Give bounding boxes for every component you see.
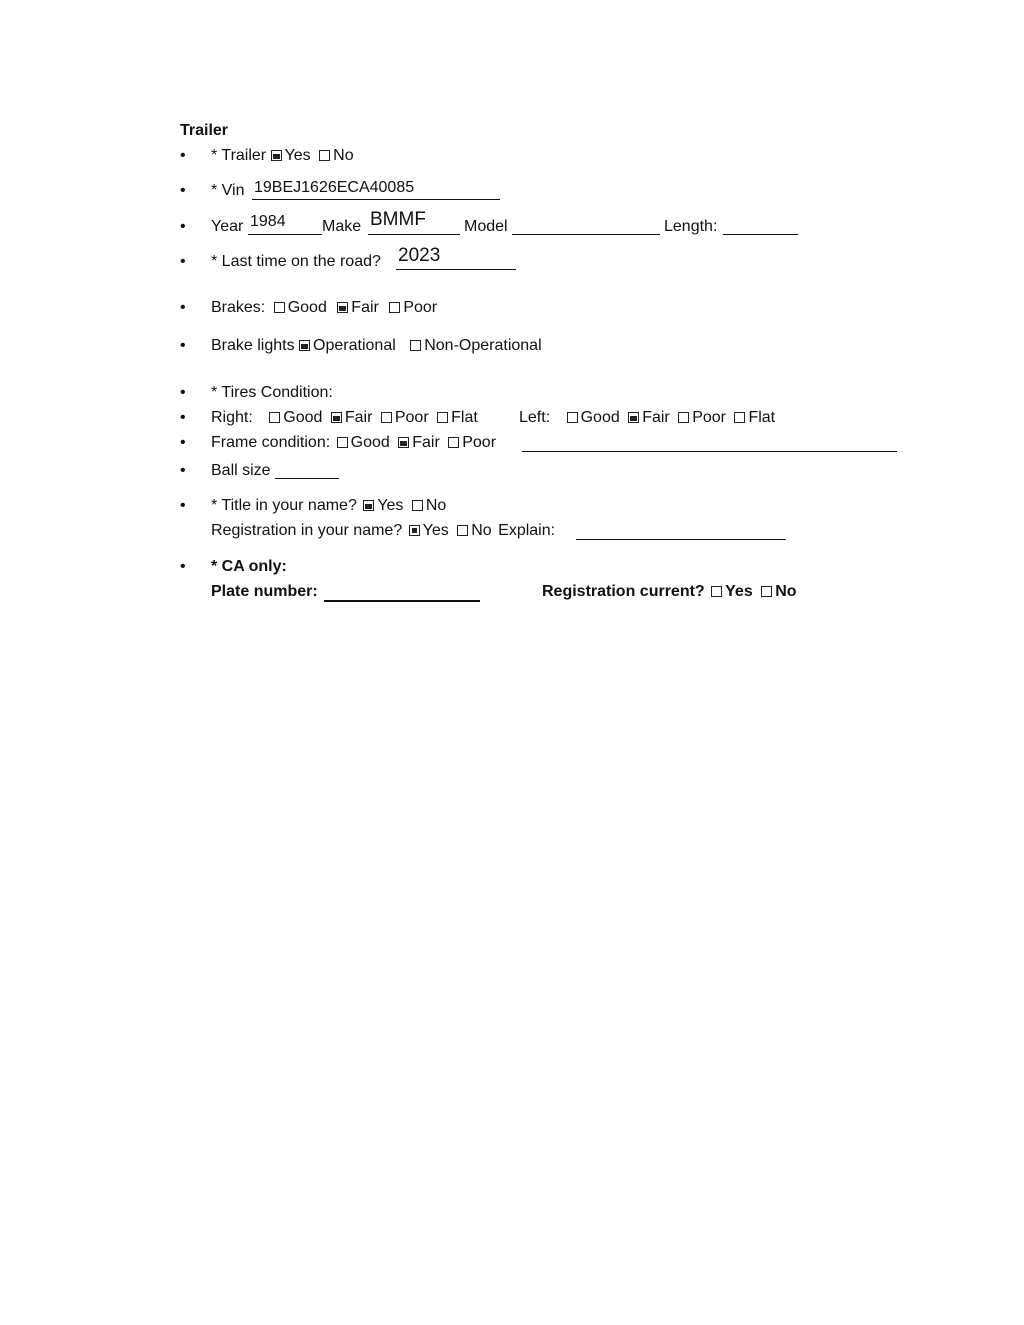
- brake-lights-non-operational-label: Non-Operational: [424, 337, 542, 354]
- brakes-fair-checkbox[interactable]: [337, 302, 348, 313]
- title-name-label: * Title in your name?: [211, 497, 357, 514]
- tires-right-good-checkbox[interactable]: [269, 412, 280, 423]
- title-name-no-label: No: [425, 497, 447, 514]
- tires-label: * Tires Condition:: [211, 384, 333, 401]
- tires-right-fair-checkbox[interactable]: [331, 412, 342, 423]
- tires-left-fair-checkbox[interactable]: [628, 412, 639, 423]
- bullet: •: [180, 299, 186, 316]
- model-label: Model: [464, 218, 508, 235]
- title-name-no-checkbox[interactable]: [412, 500, 423, 511]
- trailer-no-checkbox[interactable]: [319, 150, 330, 161]
- registration-current-yes-label: Yes: [725, 583, 753, 600]
- brakes-poor-label: Poor: [403, 299, 438, 316]
- tires-right-poor-label: Poor: [394, 409, 429, 426]
- year-value[interactable]: 1984: [250, 213, 286, 230]
- tires-left-good-label: Good: [580, 409, 620, 426]
- bullet: •: [180, 558, 186, 575]
- frame-label: Frame condition:: [211, 434, 331, 451]
- trailer-row: [211, 146, 354, 166]
- brake-lights-operational-label: Operational: [313, 337, 396, 354]
- brake-lights-label: Brake lights: [211, 337, 295, 354]
- title-name-yes-checkbox[interactable]: [363, 500, 374, 511]
- registration-name-no-label: No: [471, 522, 492, 539]
- length-label: Length:: [664, 218, 718, 235]
- tires-left-fair-label: Fair: [642, 409, 670, 426]
- registration-current-no-label: No: [775, 583, 797, 600]
- trailer-yes-checkbox[interactable]: [271, 150, 282, 161]
- year-label: Year: [211, 218, 244, 235]
- bullet: •: [180, 497, 186, 514]
- tires-right-flat-checkbox[interactable]: [437, 412, 448, 423]
- title-name-row: [211, 496, 446, 516]
- bullet: •: [180, 337, 186, 354]
- registration-name-row: [211, 521, 555, 541]
- registration-explain-label: Explain:: [498, 522, 556, 539]
- brakes-poor-checkbox[interactable]: [389, 302, 400, 313]
- last-road-field-line[interactable]: [396, 269, 516, 270]
- registration-current-row: [542, 582, 797, 602]
- year-field-line[interactable]: [248, 234, 322, 235]
- vin-value[interactable]: 19BEJ1626ECA40085: [254, 179, 415, 196]
- last-road-value[interactable]: 2023: [398, 245, 441, 266]
- frame-poor-checkbox[interactable]: [448, 437, 459, 448]
- length-field-line[interactable]: [723, 234, 798, 235]
- frame-good-label: Good: [350, 434, 390, 451]
- tires-right-good-label: Good: [283, 409, 323, 426]
- registration-name-yes-checkbox[interactable]: [409, 525, 420, 536]
- tires-right-label: Right:: [211, 409, 253, 426]
- vin-label: * Vin: [211, 182, 245, 199]
- bullet: •: [180, 182, 186, 199]
- registration-name-label: Registration in your name?: [211, 522, 403, 539]
- registration-current-label: Registration current?: [542, 583, 705, 600]
- frame-fair-label: Fair: [412, 434, 440, 451]
- section-title: Trailer: [180, 122, 229, 139]
- frame-poor-label: Poor: [462, 434, 497, 451]
- model-field-line[interactable]: [512, 234, 660, 235]
- registration-name-no-checkbox[interactable]: [457, 525, 468, 536]
- vin-field-line[interactable]: [252, 199, 500, 200]
- tires-left-label: Left:: [519, 409, 551, 426]
- trailer-label: * Trailer: [211, 147, 267, 164]
- registration-explain-field-line[interactable]: [576, 539, 786, 540]
- brakes-row: [211, 298, 437, 318]
- make-label: Make: [322, 218, 362, 235]
- brake-lights-row: [211, 336, 542, 356]
- bullet: •: [180, 147, 186, 164]
- frame-row: [211, 433, 496, 453]
- tires-right-fair-label: Fair: [344, 409, 373, 426]
- plate-number-label: Plate number:: [211, 583, 318, 600]
- bullet: •: [180, 218, 186, 235]
- plate-number-field-line[interactable]: [324, 600, 480, 602]
- brakes-label: Brakes:: [211, 299, 266, 316]
- tires-right-flat-label: Flat: [451, 409, 478, 426]
- ball-size-field-line[interactable]: [275, 478, 339, 479]
- tires-right-row: [211, 408, 478, 428]
- brake-lights-non-operational-checkbox[interactable]: [410, 340, 421, 351]
- frame-good-checkbox[interactable]: [337, 437, 348, 448]
- registration-current-yes-checkbox[interactable]: [711, 586, 722, 597]
- trailer-no-label: No: [333, 147, 354, 164]
- title-name-yes-label: Yes: [377, 497, 404, 514]
- bullet: •: [180, 253, 186, 270]
- make-value[interactable]: BMMF: [370, 209, 426, 230]
- tires-left-poor-checkbox[interactable]: [678, 412, 689, 423]
- registration-name-yes-label: Yes: [422, 522, 449, 539]
- bullet: •: [180, 384, 186, 401]
- tires-left-poor-label: Poor: [692, 409, 726, 426]
- brakes-good-checkbox[interactable]: [274, 302, 285, 313]
- brake-lights-operational-checkbox[interactable]: [299, 340, 310, 351]
- tires-left-row: [519, 408, 775, 428]
- tires-right-poor-checkbox[interactable]: [381, 412, 392, 423]
- tires-left-good-checkbox[interactable]: [567, 412, 578, 423]
- ca-only-label: * CA only:: [211, 558, 287, 575]
- tires-left-flat-label: Flat: [748, 409, 776, 426]
- frame-explain-field-line[interactable]: [522, 451, 897, 452]
- brakes-fair-label: Fair: [351, 299, 379, 316]
- bullet: •: [180, 462, 186, 479]
- trailer-yes-label: Yes: [284, 147, 311, 164]
- bullet: •: [180, 409, 186, 426]
- tires-left-flat-checkbox[interactable]: [734, 412, 745, 423]
- frame-fair-checkbox[interactable]: [398, 437, 409, 448]
- make-field-line[interactable]: [368, 234, 460, 235]
- last-road-label: * Last time on the road?: [211, 253, 381, 270]
- brakes-good-label: Good: [287, 299, 327, 316]
- registration-current-no-checkbox[interactable]: [761, 586, 772, 597]
- ball-size-label: Ball size: [211, 462, 271, 479]
- bullet: •: [180, 434, 186, 451]
